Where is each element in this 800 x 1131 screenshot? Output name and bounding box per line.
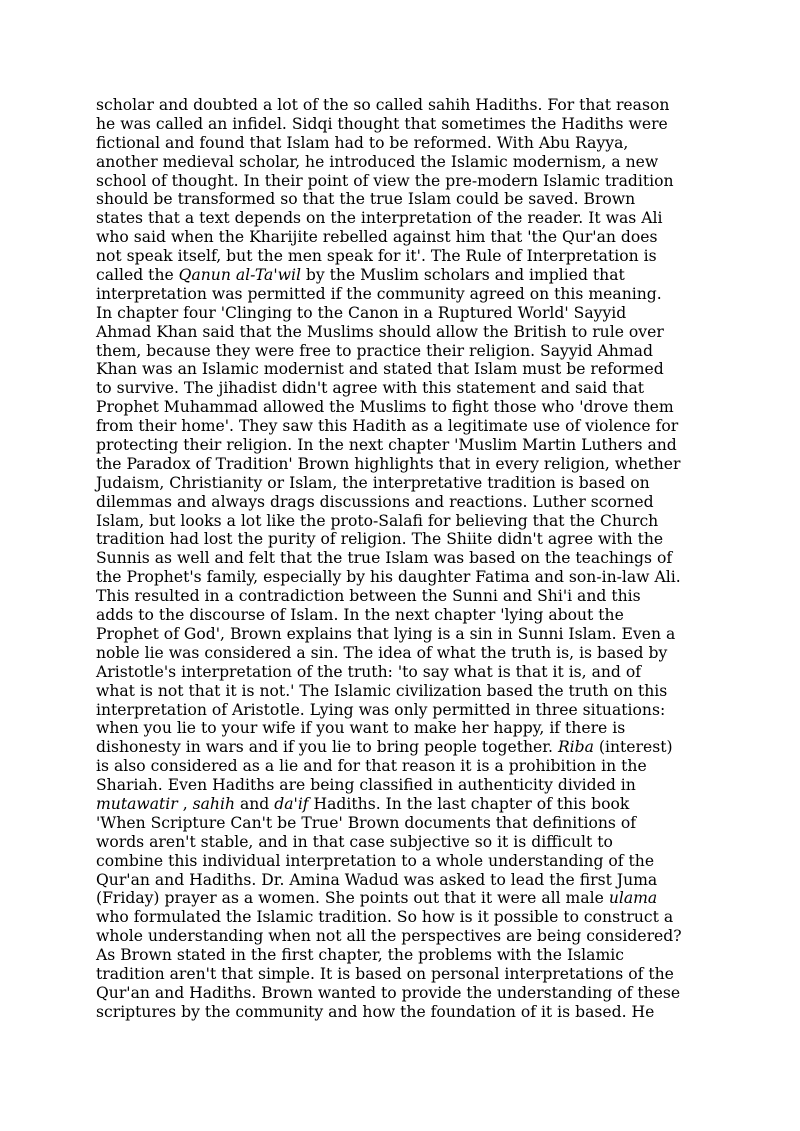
text-segment: tradition aren't that simple. It is based on personal interpretations of the — [96, 964, 674, 983]
text-segment: Sunnis as well and felt that the true Islam was based on the teachings of — [96, 549, 673, 568]
text-line — [96, 379, 706, 398]
text-segment: Ahmad Khan said that the Muslims should allow the British to rule over — [96, 322, 664, 341]
text-line — [96, 190, 706, 209]
text-line — [96, 833, 706, 852]
text-line — [96, 436, 706, 455]
text-line — [96, 360, 706, 379]
text-line — [96, 908, 706, 927]
text-line — [96, 738, 706, 757]
text-segment: not speak itself, but the men speak for it'. The Rule of Interpretation is — [96, 247, 657, 266]
text-segment: another medieval scholar, he introduced the Islamic modernism, a new — [96, 152, 659, 171]
text-line — [96, 228, 706, 247]
text-segment: adds to the discourse of Islam. In the next chapter 'lying about the — [96, 606, 624, 625]
text-line — [96, 663, 706, 682]
text-segment: from their home'. They saw this Hadith as a legitimate use of violence for — [96, 417, 679, 436]
text-line — [96, 342, 706, 361]
text-segment: combine this individual interpretation to a whole understanding of the — [96, 851, 655, 870]
text-line — [96, 701, 706, 720]
text-segment: Judaism, Christianity or Islam, the interpretative tradition is based on — [96, 473, 650, 492]
text-line — [96, 304, 706, 323]
text-line — [96, 719, 706, 738]
text-line — [96, 757, 706, 776]
text-segment: Qur'an and Hadiths. Dr. Amina Wadud was asked to lead the first Juma — [96, 870, 658, 889]
text-line — [96, 134, 706, 153]
italic-term: ulama — [608, 889, 658, 908]
text-segment: Islam, but looks a lot like the proto-Salafi for believing that the Church — [96, 511, 659, 530]
text-line — [96, 172, 706, 191]
text-segment: should be transformed so that the true Islam could be saved. Brown — [96, 190, 636, 209]
text-segment: interpretation was permitted if the community agreed on this meaning. — [96, 284, 662, 303]
text-segment: protecting their religion. In the next chapter 'Muslim Martin Luthers and — [96, 436, 677, 455]
italic-term: mutawatir — [96, 794, 178, 813]
text-segment: by the Muslim scholars and implied that — [300, 266, 625, 285]
text-line — [96, 889, 706, 908]
text-segment: Qur'an and Hadiths. Brown wanted to provide the understanding of these — [96, 983, 681, 1002]
text-line — [96, 927, 706, 946]
text-segment: fictional and found that Islam had to be reformed. With Abu Rayya, — [96, 133, 629, 152]
text-segment: Khan was an Islamic modernist and stated that Islam must be reformed — [96, 360, 664, 379]
text-line — [96, 871, 706, 890]
text-segment: he was called an infidel. Sidqi thought that sometimes the Hadiths were — [96, 114, 668, 133]
text-segment: Prophet of God', Brown explains that lying is a sin in Sunni Islam. Even a — [96, 624, 676, 643]
text-line — [96, 814, 706, 833]
text-line — [96, 644, 706, 663]
text-segment: 'When Scripture Can't be True' Brown documents that definitions of — [96, 813, 637, 832]
text-line — [96, 247, 706, 266]
text-segment: who formulated the Islamic tradition. So how is it possible to construct a — [96, 908, 674, 927]
text-segment: tradition had lost the purity of religion. The Shiite didn't agree with the — [96, 530, 664, 549]
text-line — [96, 455, 706, 474]
text-segment: As Brown stated in the first chapter, the problems with the Islamic — [96, 946, 624, 965]
text-segment: (Friday) prayer as a women. She points out that it were all male — [96, 889, 609, 908]
text-segment: noble lie was considered a sin. The idea of what the truth is, is based by — [96, 643, 668, 662]
text-segment: Prophet Muhammad allowed the Muslims to fight those who 'drove them — [96, 398, 674, 417]
text-segment: and — [235, 794, 275, 813]
text-line — [96, 417, 706, 436]
text-segment: This resulted in a contradiction between the Sunni and Shi'i and this — [96, 587, 641, 606]
text-segment: the Paradox of Tradition' Brown highlights that in every religion, whether — [96, 454, 681, 473]
text-line — [96, 682, 706, 701]
text-segment: what is not that it is not.' The Islamic civilization based the truth on this — [96, 681, 668, 700]
text-segment: when you lie to your wife if you want to make her happy, if there is — [96, 719, 626, 738]
text-line — [96, 285, 706, 304]
text-segment: Aristotle's interpretation of the truth: 'to say what is that it is, and of — [96, 662, 642, 681]
italic-term: da'if — [274, 794, 309, 813]
text-line — [96, 795, 706, 814]
text-segment: (interest) — [593, 738, 673, 757]
text-segment: dilemmas and always drags discussions and reactions. Luther scorned — [96, 492, 654, 511]
text-segment: Shariah. Even Hadiths are being classified in authenticity divided in — [96, 776, 636, 795]
text-segment: to survive. The jihadist didn't agree with this statement and said that — [96, 379, 645, 398]
text-segment: called the — [96, 266, 179, 285]
text-segment: school of thought. In their point of view the pre-modern Islamic tradition — [96, 171, 674, 190]
text-line — [96, 946, 706, 965]
text-line — [96, 1003, 706, 1022]
italic-term: sahih — [192, 794, 235, 813]
text-line — [96, 984, 706, 1003]
text-segment: who said when the Kharijite rebelled against him that 'the Qur'an does — [96, 228, 658, 247]
text-line — [96, 266, 706, 285]
text-segment: words aren't stable, and in that case subjective so it is difficult to — [96, 832, 613, 851]
text-line — [96, 776, 706, 795]
text-segment: In chapter four 'Clinging to the Canon in a Ruptured World' Sayyid — [96, 303, 627, 322]
italic-term: Riba — [557, 738, 594, 757]
document-page — [96, 96, 706, 1022]
text-line — [96, 549, 706, 568]
text-line — [96, 96, 706, 115]
text-segment: Hadiths. In the last chapter of this book — [308, 794, 630, 813]
text-segment: them, because they were free to practice their religion. Sayyid Ahmad — [96, 341, 653, 360]
text-line — [96, 209, 706, 228]
text-segment: the Prophet's family, especially by his daughter Fatima and son-in-law Ali. — [96, 568, 681, 587]
text-line — [96, 568, 706, 587]
text-line — [96, 493, 706, 512]
text-line — [96, 625, 706, 644]
text-segment: whole understanding when not all the perspectives are being considered? — [96, 927, 682, 946]
text-line — [96, 852, 706, 871]
text-segment: , — [177, 794, 193, 813]
italic-term: Qanun al-Ta'wil — [178, 266, 301, 285]
text-line — [96, 606, 706, 625]
text-segment: states that a text depends on the interpretation of the reader. It was Ali — [96, 209, 663, 228]
text-line — [96, 587, 706, 606]
text-segment: scholar and doubted a lot of the so called sahih Hadiths. For that reason — [96, 96, 670, 114]
text-segment: interpretation of Aristotle. Lying was only permitted in three situations: — [96, 700, 666, 719]
text-segment: is also considered as a lie and for that reason it is a prohibition in the — [96, 757, 647, 776]
text-line — [96, 965, 706, 984]
text-line — [96, 323, 706, 342]
text-segment: scriptures by the community and how the foundation of it is based. He — [96, 1002, 655, 1021]
text-line — [96, 153, 706, 172]
text-line — [96, 474, 706, 493]
text-line — [96, 530, 706, 549]
text-line — [96, 512, 706, 531]
text-segment: dishonesty in wars and if you lie to bring people together. — [96, 738, 558, 757]
text-line — [96, 398, 706, 417]
text-line — [96, 115, 706, 134]
